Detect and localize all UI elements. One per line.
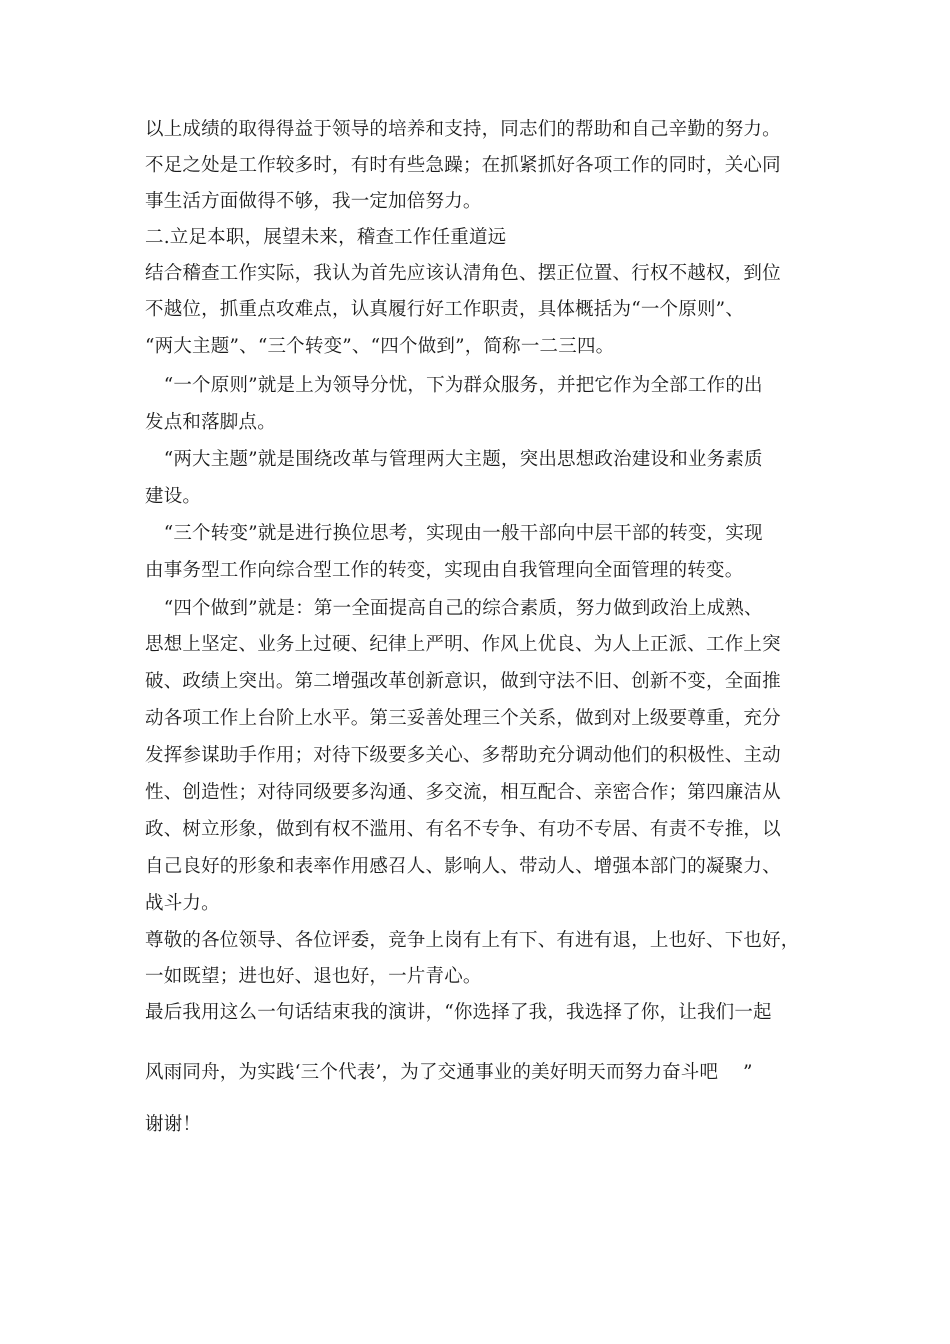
text-line: “两大主题”就是围绕改革与管理两大主题，突出思想政治建设和业务素质 (145, 449, 763, 470)
text-line: “一个原则”就是上为领导分忧，下为群众服务，并把它作为全部工作的出 (145, 375, 763, 396)
text-line: 尊敬的各位领导、各位评委，竞争上岗有上有下、有进有退，上也好、下也好， (145, 930, 800, 951)
text-line: 由事务型工作向综合型工作的转变，实现由自我管理向全面管理的转变。 (145, 560, 744, 581)
text-line: 性、创造性；对待同级要多沟通、多交流，相互配合、亲密合作；第四廉洁从 (145, 782, 781, 803)
text-line: 不足之处是工作较多时，有时有些急躁；在抓紧抓好各项工作的同时，关心同 (145, 155, 781, 176)
text-line: “三个转变”就是进行换位思考，实现由一般干部向中层干部的转变，实现 (145, 523, 763, 544)
text-line: 发挥参谋助手作用；对待下级要多关心、多帮助充分调动他们的积极性、主动 (145, 745, 781, 766)
text-line: 事生活方面做得不够，我一定加倍努力。 (145, 191, 482, 212)
text-line: 风雨同舟，为实践‘三个代表’，为了交通事业的美好明天而努力奋斗吧 ” (145, 1062, 753, 1083)
text-line: “四个做到”就是：第一全面提高自己的综合素质，努力做到政治上成熟、 (145, 598, 763, 619)
text-line: 建设。 (145, 486, 202, 507)
section-heading: 二.立足本职，展望未来，稽查工作任重道远 (145, 227, 507, 248)
text-line: “两大主题”、“三个转变”、“四个做到”，简称一二三四。 (145, 336, 615, 357)
text-line: 战斗力。 (145, 893, 220, 914)
text-line: 破、政绩上突出。第二增强改革创新意识，做到守法不旧、创新不变，全面推 (145, 671, 781, 692)
text-line: 自己良好的形象和表率作用感召人、影响人、带动人、增强本部门的凝聚力、 (145, 856, 781, 877)
text-line: 动各项工作上台阶上水平。第三妥善处理三个关系，做到对上级要尊重，充分 (145, 708, 781, 729)
text-line: 政、树立形象，做到有权不滥用、有名不专争、有功不专居、有责不专推，以 (145, 819, 781, 840)
text-line: 思想上坚定、业务上过硬、纪律上严明、作风上优良、为人上正派、工作上突 (145, 634, 781, 655)
text-line: 最后我用这么一句话结束我的演讲，“你选择了我，我选择了你，让我们一起 (145, 1002, 772, 1023)
text-line: 不越位，抓重点攻难点，认真履行好工作职责，具体概括为“一个原则”、 (145, 299, 745, 320)
closing-line: 谢谢！ (145, 1114, 202, 1135)
text-line: 结合稽查工作实际，我认为首先应该认清角色、摆正位置、行权不越权，到位 (145, 263, 781, 284)
text-line: 发点和落脚点。 (145, 412, 276, 433)
text-line: 一如既望；进也好、退也好，一片青心。 (145, 966, 482, 987)
text-line: 以上成绩的取得得益于领导的培养和支持，同志们的帮助和自己辛勤的努力。 (145, 119, 781, 140)
